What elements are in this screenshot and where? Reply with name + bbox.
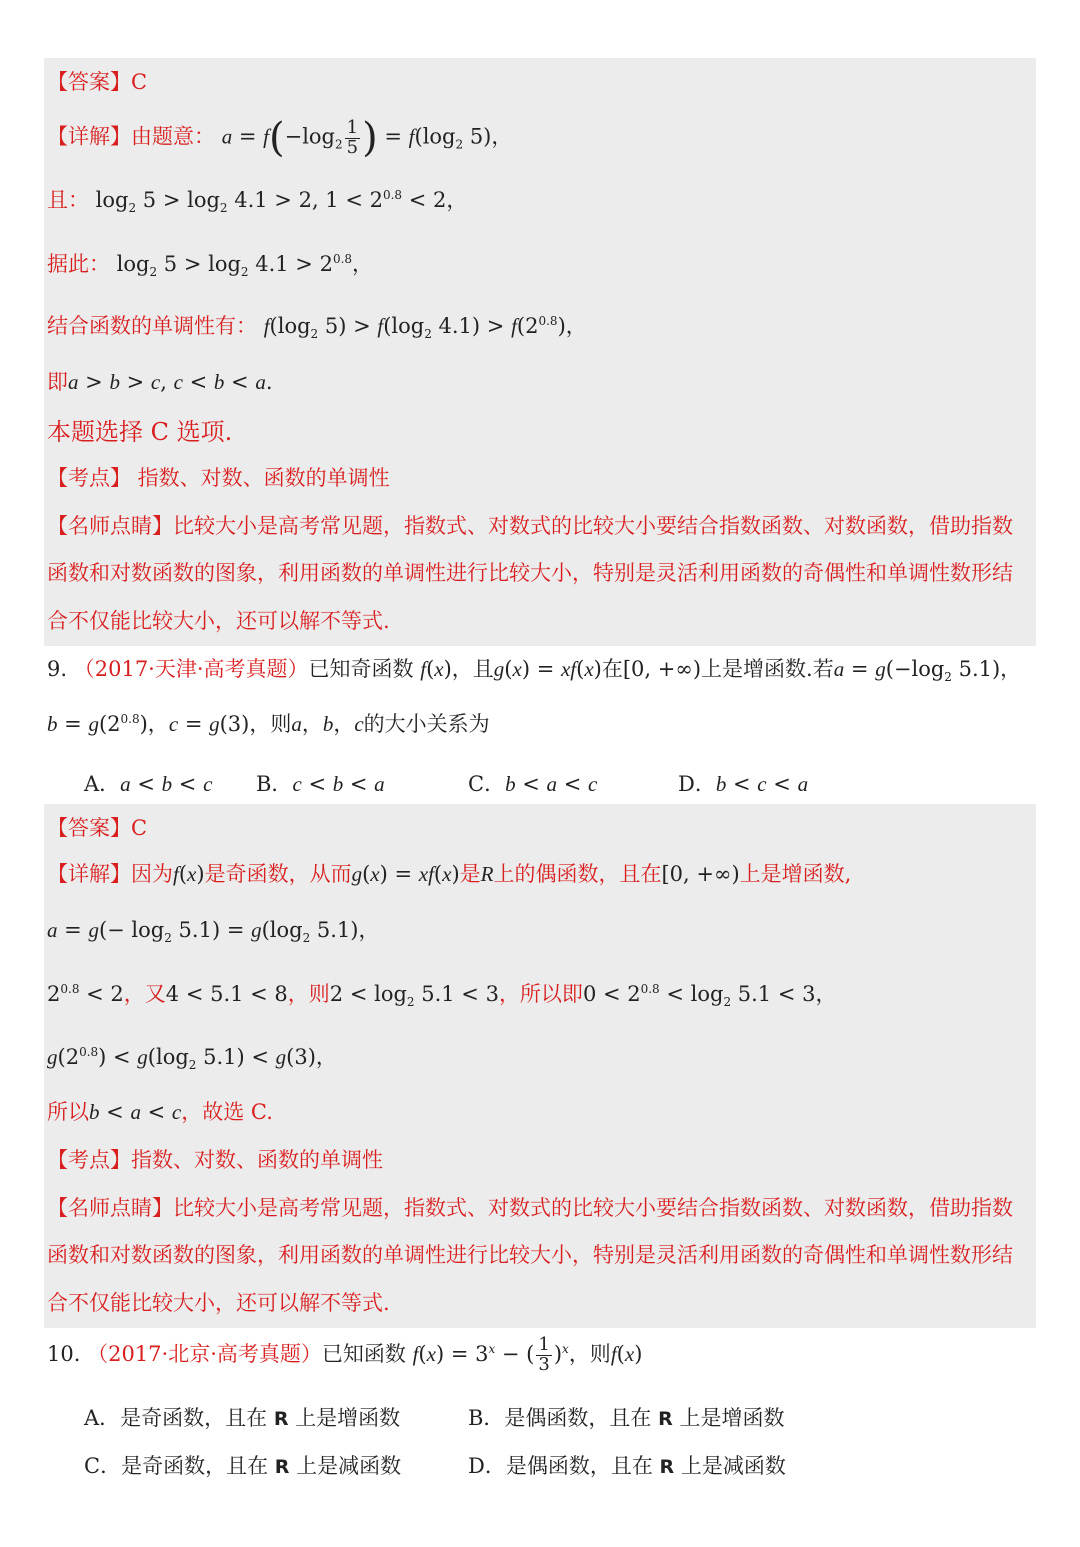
q9-option-d[interactable]: D．b < c < a xyxy=(678,772,809,796)
conclusion-line: 本题选择 C 选项. xyxy=(47,418,233,446)
detail2-line-3: $2^{0.8} < 2$，又4 < 5.1 < 8，则$2 < \log_2 5.1 < 3$，所以即$0 < 2^{0.8} < \log_2 5.1 < 3$， xyxy=(47,982,837,1010)
q10-option-c[interactable]: C．是奇函数，且在 R 上是减函数 xyxy=(84,1454,402,1478)
detail-label: 【详解】由题意： xyxy=(47,124,215,149)
detail2-line-4: $g(2^{0.8}) < g(\log_2$ 5.1) < g(3)， xyxy=(47,1045,337,1073)
q9-option-b[interactable]: B．c < b < a xyxy=(256,772,385,796)
q9-stem-line-2: $b = g(2^{0.8})$，c = g(3)，则a，b，c的大小关系为 xyxy=(47,712,490,736)
kaodian-line-2: 【考点】指数、对数、函数的单调性 xyxy=(47,1148,383,1172)
detail2-line-2: $a = g(- \log_2 5.1) = g(\log_2$ 5.1)， xyxy=(47,918,380,946)
detail-line-5: 即a > b > c, c < b < a. xyxy=(47,370,273,394)
kaodian-line: 【考点】 指数、对数、函数的单调性 xyxy=(47,466,390,490)
detail2-line-5: 所以b < a < c，故选 C. xyxy=(47,1100,273,1124)
q9-number: 9. xyxy=(47,657,68,681)
detail-line-4: 结合函数的单调性有： $f(\log_2$ $5) > f(\log_2$ $4.1) > f(2^{0.8})$， xyxy=(47,314,587,342)
mingshi2-line-2: 函数和对数函数的图象，利用函数的单调性进行比较大小，特别是灵活利用函数的奇偶性和单调性数形结 xyxy=(47,1243,1013,1267)
detail2-line-1: 【详解】因为f(x)是奇函数，从而g(x) = xf(x)是R上的偶函数，且在[0, +∞)上是增函数, xyxy=(47,862,852,886)
detail-line-3: 据此： $\log_2 5 > \log_2 4.1 > 2^{0.8}$， xyxy=(47,252,374,280)
q9-option-a[interactable]: A．a < b < c xyxy=(84,772,213,796)
q10-option-a[interactable]: A．是奇函数，且在 R 上是增函数 xyxy=(84,1406,401,1430)
q10-number: 10. xyxy=(47,1341,81,1366)
detail-line-1: 【详解】由题意： $a = f(-\log_2$ $\frac{1}{5}$ ) = $f(\log_2$ 5)， xyxy=(47,115,513,161)
q10-stem: 10. （2017·北京·高考真题）已知函数 $f(x) = 3^x$ − ( $\frac{1}{3}$ )$^x$，则f(x) xyxy=(47,1334,643,1375)
q10-option-b[interactable]: B．是偶函数，且在 R 上是增函数 xyxy=(468,1406,785,1430)
q9-source: （2017·天津·高考真题） xyxy=(73,657,309,681)
q9-option-c[interactable]: C．b < a < c xyxy=(468,772,598,796)
answer-label: 【答案】C xyxy=(47,70,148,94)
q9-stem-line-1: 9. （2017·天津·高考真题）已知奇函数 f(x)，且g(x) = xf(x)在[0, +∞)上是增函数.若$a = g(-\log_2$ 5.1)， xyxy=(47,657,1022,685)
mingshi2-line-1: 【名师点睛】比较大小是高考常见题，指数式、对数式的比较大小要结合指数函数、对数函数，借助指数 xyxy=(47,1196,1013,1220)
mingshi2-line-3: 合不仅能比较大小，还可以解不等式. xyxy=(47,1291,390,1315)
detail-line-2: 且： $\log_2 5 > \log_2 4.1 > 2$, $1 < 2^{0.8} < 2$， xyxy=(47,188,468,216)
q10-source: （2017·北京·高考真题） xyxy=(87,1341,322,1366)
mingshi-line-3: 合不仅能比较大小，还可以解不等式. xyxy=(47,609,390,633)
mingshi-line-1: 【名师点睛】比较大小是高考常见题，指数式、对数式的比较大小要结合指数函数、对数函数，借助指数 xyxy=(47,514,1013,538)
q10-option-d[interactable]: D．是偶函数，且在 R 上是减函数 xyxy=(468,1454,786,1478)
mingshi-line-2: 函数和对数函数的图象，利用函数的单调性进行比较大小，特别是灵活利用函数的奇偶性和单调性数形结 xyxy=(47,561,1013,585)
answer-label-2: 【答案】C xyxy=(47,816,148,840)
